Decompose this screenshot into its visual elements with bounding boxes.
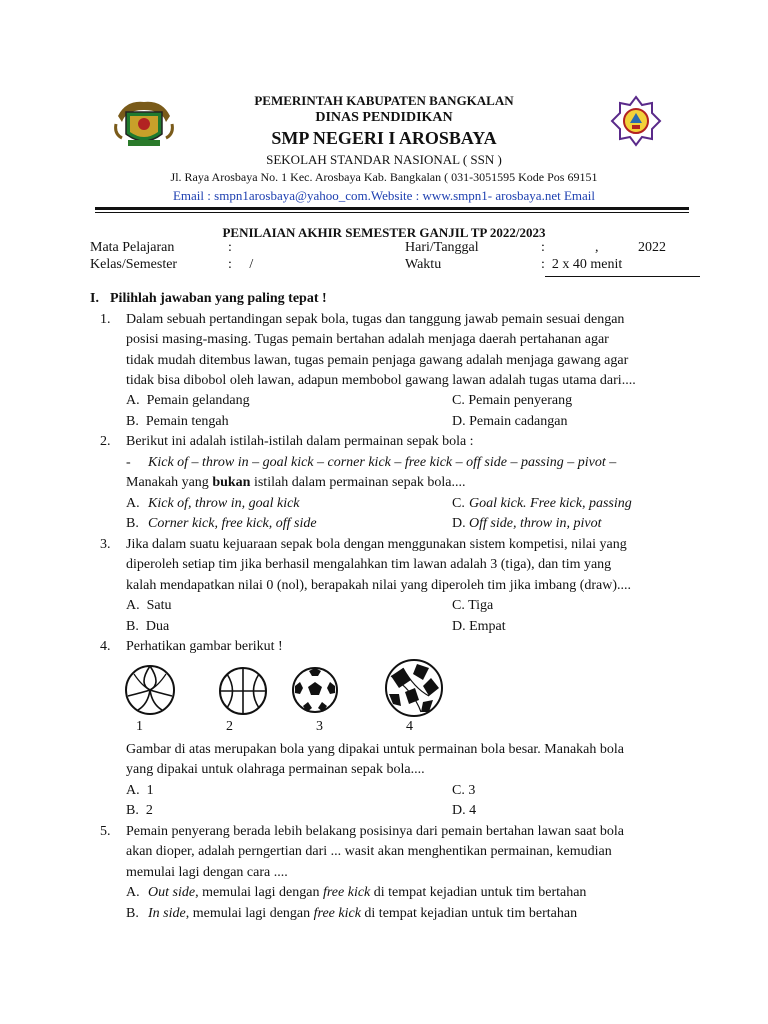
ball-label-1: 1	[136, 719, 143, 734]
class-value: : /	[228, 257, 254, 272]
basketball-icon	[218, 666, 268, 716]
q5-option-a-label: A.	[126, 885, 140, 900]
header-department: DINAS PENDIDIKAN	[315, 110, 453, 125]
section-number: I.	[90, 291, 99, 306]
soccer-ball-icon	[291, 666, 339, 714]
q2-option-c-label: C.	[452, 496, 465, 511]
subject-colon: :	[228, 240, 232, 255]
q3-line: Jika dalam suatu kejuaraan sepak bola dengan menggunakan sistem kompetisi, nilai yang	[126, 537, 627, 552]
school-contact: Email : smpn1arosbaya@yahoo_com.Website : www.smpn1- arosbaya.net Email	[172, 188, 595, 203]
q4-number: 4.	[100, 639, 111, 654]
q1-option-b: B. Pemain tengah	[126, 414, 229, 429]
q5-line: Pemain penyerang berada lebih belakang posisinya dari pemain bertahan lawan saat bola	[126, 824, 624, 839]
q1-line: posisi masing-masing. Tugas pemain bertahan adalah menjaga daerah pertahanan agar	[126, 332, 609, 347]
ball-label-2: 2	[226, 719, 233, 734]
q2-option-d: Off side, throw in, pivot	[469, 516, 602, 531]
school-address: Jl. Raya Arosbaya No. 1 Kec. Arosbaya Kab. Bangkalan ( 031-3051595 Kode Pos 69151	[170, 170, 598, 184]
q4-line: Gambar di atas merupakan bola yang dipakai untuk permainan bola besar. Manakah bola	[126, 742, 624, 757]
info-underline	[545, 276, 700, 277]
q2-terms: Kick of – throw in – goal kick – corner kick – free kick – off side – passing – pivot –	[148, 455, 617, 470]
q5-number: 5.	[100, 824, 111, 839]
header-ssn: SEKOLAH STANDAR NASIONAL ( SSN )	[266, 152, 502, 167]
q2-option-a: Kick of, throw in, goal kick	[148, 496, 300, 511]
q4-option-a: A. 1	[126, 783, 154, 798]
ball-label-3: 3	[316, 719, 323, 734]
day-year: 2022	[638, 240, 666, 255]
q2-option-a-label: A.	[126, 496, 140, 511]
q2-number: 2.	[100, 434, 111, 449]
q4-option-c: C. 3	[452, 783, 476, 798]
q3-number: 3.	[100, 537, 111, 552]
q2-dash: -	[126, 455, 131, 470]
q3-line: kalah mendapatkan nilai 0 (nol), berapakah nilai yang diperoleh tim jika imbang (draw)....	[126, 578, 631, 593]
q3-option-c: C. Tiga	[452, 598, 494, 613]
q2-option-d-label: D.	[452, 516, 466, 531]
q1-option-a: A. Pemain gelandang	[126, 393, 250, 408]
time-label: Waktu	[405, 257, 442, 272]
q1-line: tidak mudah ditembus lawan, tugas pemain penjaga gawang adalah menjaga gawang agar	[126, 353, 629, 368]
q2-line: Berikut ini adalah istilah-istilah dalam permainan sepak bola :	[126, 434, 474, 449]
q3-option-d: D. Empat	[452, 619, 506, 634]
class-label: Kelas/Semester	[90, 257, 178, 272]
q2-line: Manakah yang bukan istilah dalam permainan sepak bola....	[126, 475, 466, 490]
volleyball-icon	[124, 664, 176, 716]
sepak-takraw-ball-icon	[383, 658, 445, 718]
school-name: SMP NEGERI I AROSBAYA	[271, 128, 497, 148]
q1-line: Dalam sebuah pertandingan sepak bola, tugas dan tanggung jawab pemain sesuai dengan	[126, 312, 625, 327]
q3-option-a: A. Satu	[126, 598, 172, 613]
q1-option-d: D. Pemain cadangan	[452, 414, 568, 429]
q2-option-b-label: B.	[126, 516, 139, 531]
q3-option-b: B. Dua	[126, 619, 170, 634]
ball-label-4: 4	[406, 719, 413, 734]
time-value: : 2 x 40 menit	[541, 257, 623, 272]
subject-label: Mata Pelajaran	[90, 240, 175, 255]
day-colon: :	[541, 240, 545, 255]
section-title: Pilihlah jawaban yang paling tepat !	[110, 291, 327, 306]
header-government: PEMERINTAH KABUPATEN BANGKALAN	[254, 93, 514, 108]
q5-option-b: In side, memulai lagi dengan free kick di tempat kejadian untuk tim bertahan	[148, 906, 578, 921]
q1-option-c: C. Pemain penyerang	[452, 393, 573, 408]
q5-line: akan dioper, adalah perngertian dari ... wasit akan menghentikan permainan, kemudian	[126, 844, 612, 859]
q4-line: Perhatikan gambar berikut !	[126, 639, 283, 654]
q1-line: tidak bisa dibobol oleh lawan, adapun membobol gawang lawan adalah tugas utama dari....	[126, 373, 636, 388]
q3-line: diperoleh setiap tim jika berhasil mengalahkan tim lawan adalah 3 (tiga), dan tim yang	[126, 557, 612, 572]
exam-title: PENILAIAN AKHIR SEMESTER GANJIL TP 2022/2023	[222, 225, 546, 240]
q4-line: yang dipakai untuk olahraga permainan sepak bola....	[126, 762, 425, 777]
q1-number: 1.	[100, 312, 111, 327]
day-comma: ,	[595, 240, 599, 255]
q4-option-b: B. 2	[126, 803, 153, 818]
q5-line: memulai lagi dengan cara ....	[126, 865, 288, 880]
header-divider-thin	[95, 212, 689, 213]
q5-option-a: Out side, memulai lagi dengan free kick di tempat kejadian untuk tim bertahan	[148, 885, 587, 900]
q4-option-d: D. 4	[452, 803, 477, 818]
q2-option-b: Corner kick, free kick, off side	[148, 516, 317, 531]
q5-option-b-label: B.	[126, 906, 139, 921]
q2-option-c: Goal kick. Free kick, passing	[469, 496, 632, 511]
day-label: Hari/Tanggal	[405, 240, 479, 255]
header-divider-thick	[95, 207, 689, 210]
